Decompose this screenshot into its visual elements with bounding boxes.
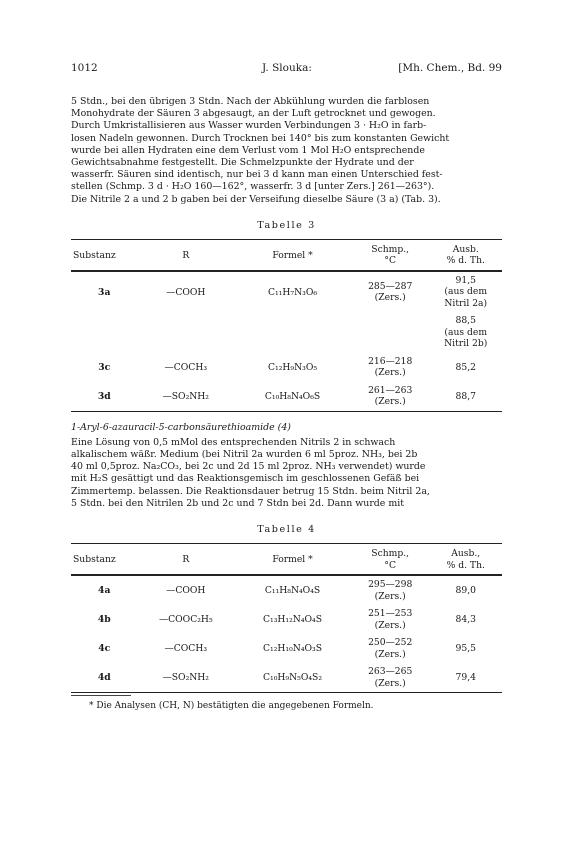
header-line: % d. Th. — [446, 559, 485, 571]
section-subheading: 1-Aryl-6-azauracil-5-carbonsäurethioamide (4) — [71, 421, 291, 433]
cell-r: —COOH — [166, 286, 206, 298]
page-header — [71, 62, 502, 78]
cell-ausb — [429, 271, 502, 313]
cell-r: —COOC₂H₅ — [158, 614, 213, 626]
table-row — [71, 605, 502, 634]
footnote-text: * Die Analysen (CH, N) bestätigten die angegebenen Formeln. — [89, 701, 374, 712]
table-row — [71, 271, 502, 313]
header-line: °C — [384, 559, 396, 571]
table-row — [71, 312, 502, 353]
cell-substanz: 4b — [97, 614, 111, 626]
cell-formel: C₁₁H₇N₃O₆ — [268, 286, 318, 298]
cell-formel: C₁₀H₈N₄O₆S — [264, 390, 321, 402]
text-line: Zimmertemp. belassen. Die Reaktionsdauer betrug 15 Stdn. beim Nitril 2a, — [71, 485, 430, 497]
cell-r: —COCH₃ — [164, 643, 208, 655]
cell-substanz: 4a — [98, 585, 111, 597]
cell-ausb: 88,7 — [455, 390, 476, 402]
text-line: mit H₂S gesättigt und das Reaktionsgemisch im geschlossenen Gefäß bei — [71, 473, 420, 485]
table-row — [71, 634, 502, 663]
schmp-note: (Zers.) — [374, 292, 406, 304]
cell-substanz: 3d — [97, 390, 111, 402]
cell-ausb: 89,0 — [455, 585, 476, 597]
cell-substanz: 3c — [98, 361, 111, 373]
text-line: 40 ml 0,5proz. Na₂CO₃, bei 2c und 2d 15 ml 2proz. NH₃ verwendet) wurde — [71, 461, 426, 473]
running-head: J. Slouka: — [262, 62, 312, 74]
table-row — [71, 382, 502, 412]
schmp-note: (Zers.) — [374, 590, 406, 602]
table4-caption: Tabelle 4 — [257, 524, 316, 536]
text-line: Die Nitrile 2 a und 2 b gaben bei der Verseifung dieselbe Säure (3 a) (Tab. 3). — [71, 193, 441, 205]
col-header-schmp — [351, 239, 430, 271]
text-line: wurde bei allen Hydraten eine dem Verlust vom 1 Mol H₂O entsprechende — [71, 144, 425, 156]
col-header-r: R — [182, 554, 190, 566]
table-footnote — [71, 701, 502, 711]
text-line: Monohydrate der Säuren 3 abgesaugt, an der Luft getrocknet und gewogen. — [71, 108, 436, 120]
cell-substanz: 3a — [98, 286, 111, 298]
journal-reference: [Mh. Chem., Bd. 99 — [398, 62, 502, 74]
table-row — [71, 575, 502, 605]
col-header-r: R — [182, 249, 190, 261]
col-header-formel: Formel * — [272, 249, 313, 261]
cell-schmp — [351, 634, 430, 663]
table-row — [71, 353, 502, 382]
ausb-value: 88,5 — [455, 315, 476, 327]
header-line: Ausb., — [451, 548, 481, 560]
cell-schmp — [351, 663, 430, 693]
cell-substanz: 4c — [98, 643, 111, 655]
cell-formel: C₁₁H₈N₄O₄S — [264, 585, 321, 597]
cell-r: —SO₂NH₂ — [162, 390, 209, 402]
document-page — [71, 62, 502, 711]
ausb-note: Nitril 2a) — [444, 297, 488, 309]
cell-r: —COCH₃ — [164, 361, 208, 373]
col-header-formel: Formel * — [272, 554, 313, 566]
cell-substanz: 4d — [97, 672, 111, 684]
cell-ausb: 79,4 — [455, 672, 476, 684]
ausb-note: Nitril 2b) — [444, 338, 488, 350]
text-line: Eine Lösung von 0,5 mMol des entsprechenden Nitrils 2 in schwach — [71, 436, 396, 448]
cell-schmp — [351, 575, 430, 605]
page-number: 1012 — [71, 62, 98, 74]
cell-formel: C₁₃H₁₂N₄O₄S — [263, 614, 323, 626]
text-line: stellen (Schmp. 3 d · H₂O 160—162°, wasserfr. 3 d [unter Zers.] 261—263°). — [71, 181, 435, 193]
cell-schmp — [351, 271, 430, 313]
cell-formel: C₁₀H₉N₅O₄S₂ — [263, 672, 323, 684]
text-line: wasserfr. Säuren sind identisch, nur bei 3 d kann man einen Unterschied fest- — [71, 169, 443, 181]
cell-schmp — [351, 353, 430, 382]
cell-schmp — [351, 312, 430, 353]
ausb-note: (aus dem — [444, 286, 488, 298]
header-line: °C — [384, 255, 396, 267]
schmp-note: (Zers.) — [374, 677, 406, 689]
cell-r: —COOH — [166, 585, 206, 597]
col-header-substanz: Substanz — [73, 249, 116, 261]
table-header-row — [71, 239, 502, 271]
text-line: Durch Umkristallisieren aus Wasser wurden Verbindungen 3 · H₂O in farb- — [71, 120, 427, 132]
cell-r: —SO₂NH₂ — [162, 672, 209, 684]
schmp-value: 251—253 — [368, 608, 413, 620]
cell-substanz — [71, 312, 137, 353]
footnote-rule — [71, 695, 131, 696]
schmp-value: 295—298 — [368, 579, 413, 591]
cell-schmp — [351, 382, 430, 412]
col-header-ausb — [429, 239, 502, 271]
schmp-value: 250—252 — [368, 637, 413, 649]
col-header-substanz: Substanz — [73, 554, 116, 566]
paragraph-hydrates — [71, 96, 502, 206]
schmp-note: (Zers.) — [374, 648, 406, 660]
header-line: Schmp., — [371, 548, 410, 560]
cell-formel: C₁₂H₁₀N₄O₃S — [263, 643, 323, 655]
table3-caption: Tabelle 3 — [257, 219, 316, 231]
schmp-note: (Zers.) — [374, 396, 406, 408]
text-line: 5 Stdn. bei den Nitrilen 2b und 2c und 7 Stdn bei 2d. Dann wurde mit — [71, 497, 404, 509]
ausb-note: (aus dem — [444, 326, 488, 338]
cell-formel: C₁₂H₉N₃O₅ — [268, 361, 318, 373]
header-line: % d. Th. — [446, 255, 485, 267]
ausb-value: 91,5 — [455, 274, 476, 286]
schmp-value: 285—287 — [368, 280, 413, 292]
cell-ausb: 84,3 — [455, 614, 476, 626]
schmp-value: 261—263 — [368, 384, 413, 396]
schmp-note: (Zers.) — [374, 367, 406, 379]
col-header-ausb — [429, 544, 502, 576]
table-row — [71, 663, 502, 693]
text-line: alkalischem wäßr. Medium (bei Nitril 2a wurden 6 ml 5proz. NH₃, bei 2b — [71, 449, 418, 461]
text-line: 5 Stdn., bei den übrigen 3 Stdn. Nach der Abkühlung wurden die farblosen — [71, 96, 430, 107]
cell-ausb: 85,2 — [455, 361, 476, 373]
cell-formel — [234, 312, 351, 353]
schmp-value: 216—218 — [368, 355, 413, 367]
schmp-value: 263—265 — [368, 666, 413, 678]
table-3 — [71, 239, 502, 412]
cell-ausb — [429, 312, 502, 353]
cell-ausb: 95,5 — [455, 643, 476, 655]
table-4 — [71, 543, 502, 693]
text-line: Gewichtsabnahme festgestellt. Die Schmelzpunkte der Hydrate und der — [71, 157, 414, 169]
schmp-note: (Zers.) — [374, 619, 406, 631]
header-line: Schmp., — [371, 243, 410, 255]
cell-schmp — [351, 605, 430, 634]
header-line: Ausb. — [452, 243, 479, 255]
table-header-row — [71, 544, 502, 576]
cell-r — [137, 312, 234, 353]
col-header-schmp — [351, 544, 430, 576]
text-line: losen Nadeln gewonnen. Durch Trocknen bei 140° bis zum konstanten Gewicht — [71, 132, 450, 144]
paragraph-thioamide — [71, 437, 502, 510]
